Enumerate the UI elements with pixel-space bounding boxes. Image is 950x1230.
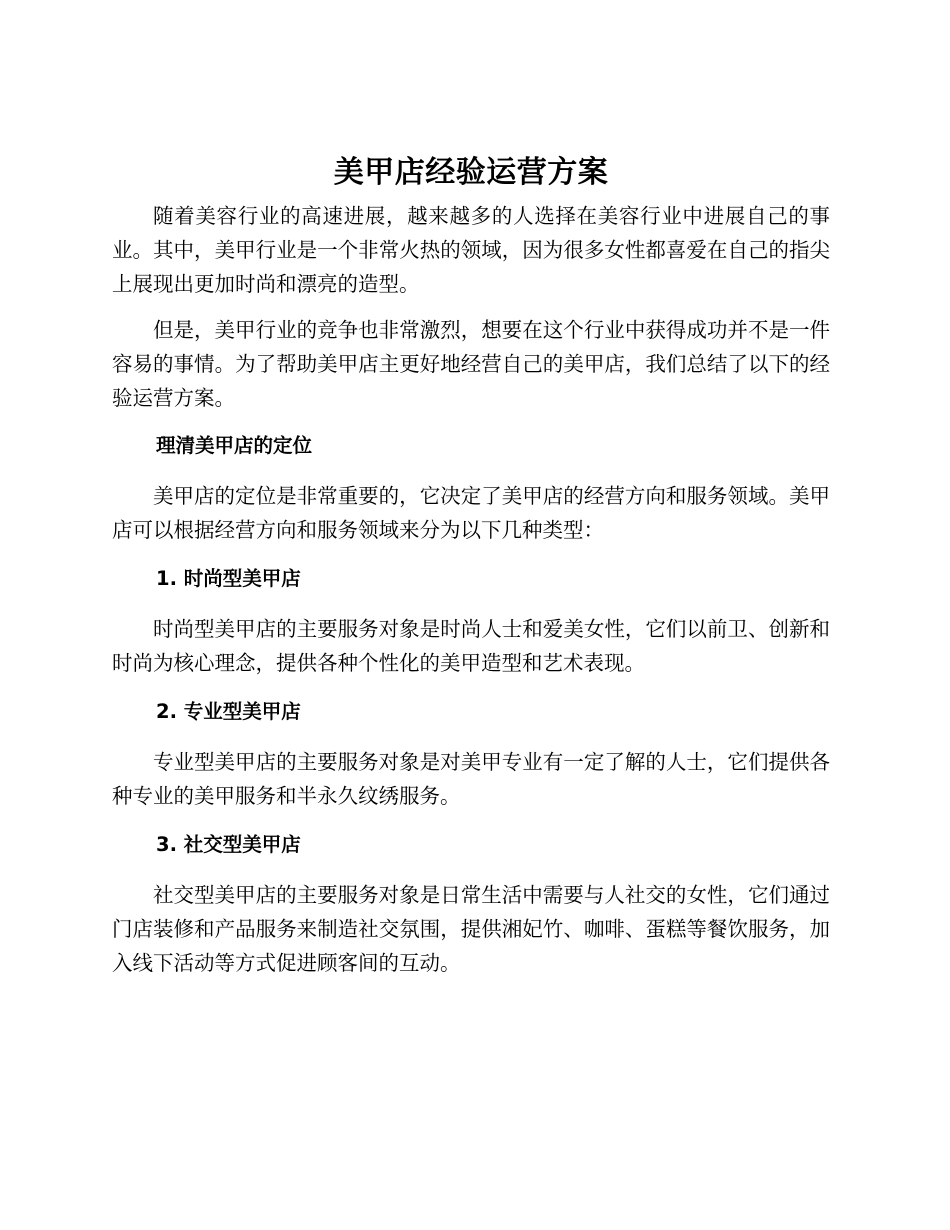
type-text-fashion: 时尚型美甲店的主要服务对象是时尚人士和爱美女性，它们以前卫、创新和时尚为核心理念，提供各种个性化的美甲造型和艺术表现。 bbox=[112, 617, 830, 675]
section-heading: 理清美甲店的定位 bbox=[156, 434, 313, 457]
type-heading-fashion: 1. 时尚型美甲店 bbox=[156, 567, 301, 590]
section-intro-paragraph: 美甲店的定位是非常重要的，它决定了美甲店的经营方向和服务领域。美甲店可以根据经营方向和服务领域来分为以下几种类型： bbox=[112, 484, 830, 542]
document-title: 美甲店经验运营方案 bbox=[333, 155, 609, 190]
paragraph-challenge: 但是，美甲行业的竞争也非常激烈，想要在这个行业中获得成功并不是一件容易的事情。为了帮助美甲店主更好地经营自己的美甲店，我们总结了以下的经验运营方案。 bbox=[112, 318, 830, 410]
paragraph-intro: 随着美容行业的高速进展，越来越多的人选择在美容行业中进展自己的事业。其中，美甲行业是一个非常火热的领域，因为很多女性都喜爱在自己的指尖上展现出更加时尚和漂亮的造型。 bbox=[112, 204, 830, 296]
document-page bbox=[112, 147, 830, 992]
type-heading-social: 3. 社交型美甲店 bbox=[156, 833, 301, 856]
type-text-social: 社交型美甲店的主要服务对象是日常生活中需要与人社交的女性，它们通过门店装修和产品服务来制造社交氛围，提供湘妃竹、咖啡、蛋糕等餐饮服务，加入线下活动等方式促进顾客间的互动。 bbox=[112, 883, 830, 975]
type-heading-professional: 2. 专业型美甲店 bbox=[156, 700, 301, 723]
type-text-professional: 专业型美甲店的主要服务对象是对美甲专业有一定了解的人士，它们提供各种专业的美甲服务和半永久纹绣服务。 bbox=[112, 750, 830, 808]
